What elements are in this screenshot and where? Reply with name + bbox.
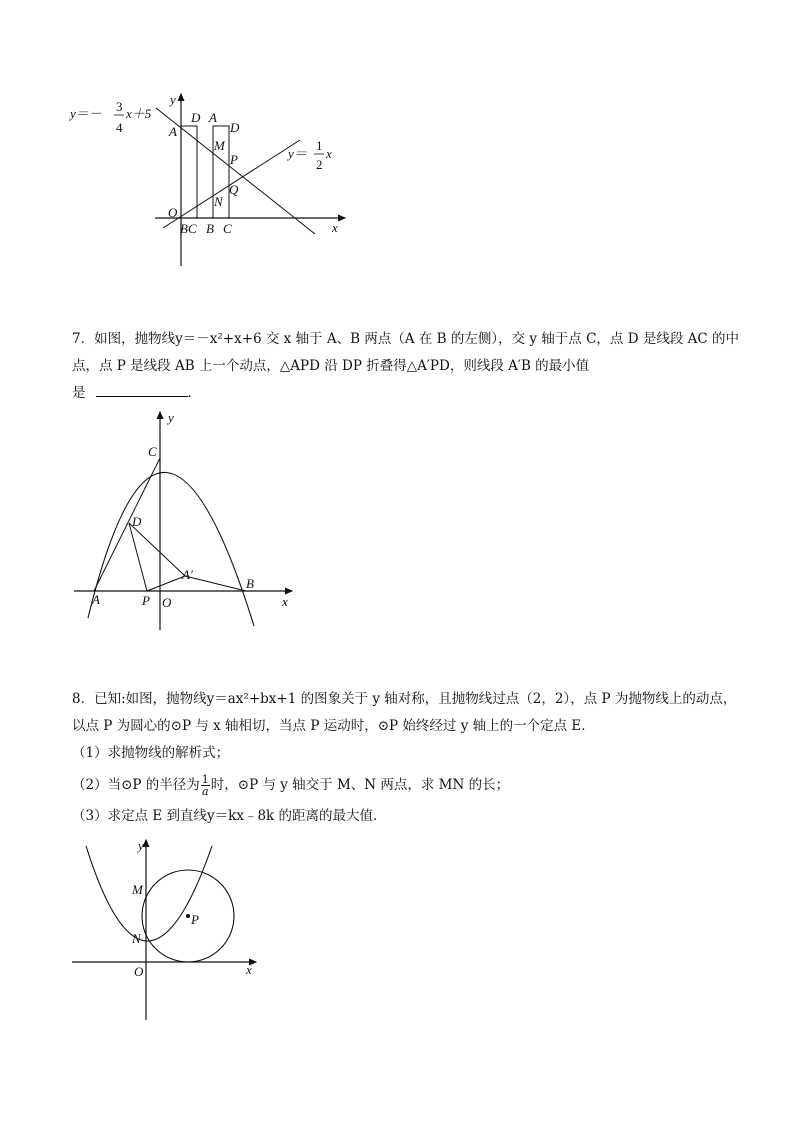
answer-blank[interactable] bbox=[96, 382, 188, 397]
problem-7 bbox=[72, 326, 739, 407]
point-M: M bbox=[132, 882, 143, 897]
point-D: D bbox=[132, 514, 142, 529]
axis-y-label: y bbox=[138, 838, 144, 853]
line-label-1-num: 3 bbox=[116, 99, 123, 114]
point-Q: Q bbox=[229, 182, 239, 197]
point-P: P bbox=[191, 912, 199, 927]
point-D-right: D bbox=[230, 120, 240, 135]
rect-left bbox=[181, 126, 197, 218]
q2-fraction-num: 1 bbox=[201, 773, 209, 786]
line-label-2: y＝ bbox=[288, 146, 307, 161]
q2-suffix: 时，⊙P 与 y 轴交于 M、N 两点，求 MN 的长； bbox=[210, 777, 510, 793]
point-P: P bbox=[142, 593, 150, 608]
point-A-left: A bbox=[169, 124, 177, 139]
figure-1-graph bbox=[60, 88, 360, 273]
line-label-2-den: 2 bbox=[316, 157, 323, 172]
line-label-2-num: 1 bbox=[316, 138, 323, 153]
segment-DA-prime bbox=[129, 523, 185, 576]
point-O: O bbox=[162, 595, 172, 610]
problem-8-question-3: （3）求定点 E 到直线y＝kx﹣8k 的距离的最大值． bbox=[72, 808, 387, 824]
q2-fraction bbox=[201, 774, 210, 797]
problem-8-line-1: 8．已知:如图，抛物线y＝ax²+bx+1 的图象关于 y 轴对称，且抛物线过点（2，2），点 P 为抛物线上的动点， bbox=[72, 691, 737, 707]
problem-7-answer-prefix: 是 bbox=[72, 385, 86, 401]
point-B: B bbox=[246, 576, 254, 591]
point-D-left: D bbox=[191, 110, 201, 125]
problem-7-line-3: 是 ． bbox=[72, 380, 739, 407]
axis-y-label: y bbox=[170, 92, 176, 107]
axis-x-label: x bbox=[332, 220, 338, 235]
problem-7-line-2: 点，点 P 是线段 AB 上一个动点，△APD 沿 DP 折叠得△A′PD，则线段 A′B 的最小值 bbox=[72, 358, 590, 374]
axis-x-label: x bbox=[282, 594, 288, 609]
point-C: C bbox=[148, 444, 157, 459]
line-label-1-den: 4 bbox=[116, 120, 123, 135]
point-BC: BC bbox=[180, 221, 197, 236]
figure-2-graph bbox=[68, 408, 298, 633]
point-B: B bbox=[206, 221, 214, 236]
point-P: P bbox=[230, 152, 238, 167]
segment-AC bbox=[94, 458, 160, 591]
point-O: O bbox=[134, 964, 144, 979]
point-N: N bbox=[214, 194, 223, 209]
point-A-prime: A′ bbox=[182, 567, 193, 582]
problem-8-line-2: 以点 P 为圆心的⊙P 与 x 轴相切，当点 P 运动时，⊙P 始终经过 y 轴上的一个定点 E． bbox=[72, 718, 595, 734]
center-P-dot bbox=[186, 914, 190, 918]
axis-y-label: y bbox=[168, 410, 174, 425]
point-A-right: A bbox=[209, 110, 217, 125]
problem-8-question-1: （1）求抛物线的解析式； bbox=[72, 745, 230, 761]
point-C: C bbox=[223, 221, 232, 236]
line-label-1: y＝－ bbox=[70, 106, 102, 121]
figure-3-graph bbox=[66, 836, 266, 1026]
point-N: N bbox=[132, 931, 141, 946]
q2-prefix: （2）当⊙P 的半径为 bbox=[72, 777, 200, 793]
problem-8 bbox=[72, 686, 736, 830]
segment-A-prime-B bbox=[185, 576, 246, 591]
segment-DP bbox=[129, 523, 147, 591]
q2-fraction-den: a bbox=[202, 785, 209, 798]
line-label-1-tail: x＋5 bbox=[126, 106, 152, 121]
segment-PA-prime bbox=[147, 576, 185, 591]
line-label-2-tail: x bbox=[326, 146, 332, 161]
problem-7-line-1: 7．如图，抛物线y＝－x²+x+6 交 x 轴于 A、B 两点（A 在 B 的左侧），交 y 轴于点 C，点 D 是线段 AC 的中 bbox=[72, 331, 739, 347]
point-A: A bbox=[92, 592, 100, 607]
point-O: O bbox=[168, 205, 178, 220]
point-M: M bbox=[214, 138, 225, 153]
problem-8-question-2 bbox=[72, 767, 736, 803]
axis-x-label: x bbox=[246, 962, 252, 977]
